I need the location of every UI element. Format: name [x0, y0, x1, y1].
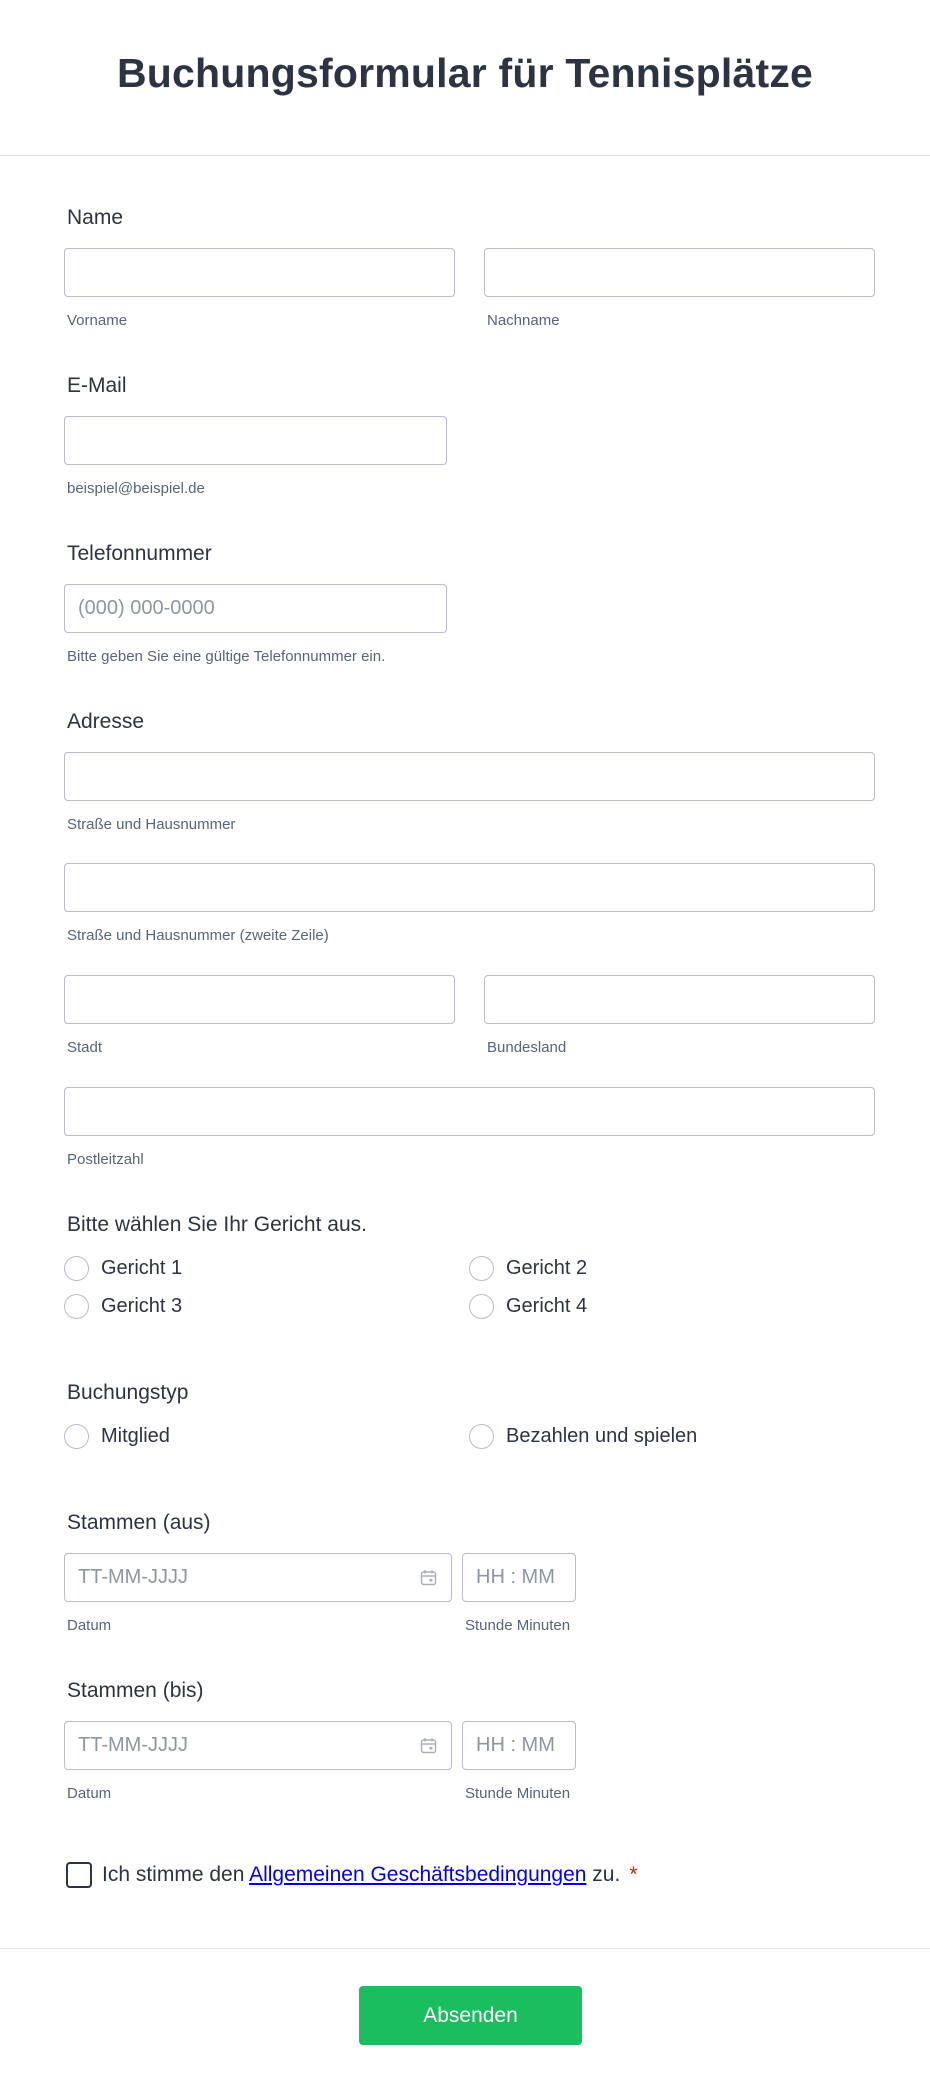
court-label: Bitte wählen Sie Ihr Gericht aus.: [67, 1213, 367, 1236]
radio-button[interactable]: [469, 1294, 494, 1319]
end-time-input[interactable]: [462, 1721, 576, 1770]
street1-input[interactable]: [64, 752, 875, 801]
start-label: Stammen (aus): [67, 1511, 211, 1534]
radio-button[interactable]: [469, 1424, 494, 1449]
required-mark: *: [629, 1863, 638, 1886]
city-input[interactable]: [64, 975, 455, 1024]
court-option-2[interactable]: [469, 1256, 587, 1281]
radio-button[interactable]: [469, 1256, 494, 1281]
phone-sublabel: Bitte geben Sie eine gültige Telefonnummer ein.: [67, 648, 386, 665]
state-sublabel: Bundesland: [487, 1039, 567, 1056]
radio-button[interactable]: [64, 1256, 89, 1281]
state-input[interactable]: [484, 975, 875, 1024]
radio-button[interactable]: [64, 1424, 89, 1449]
terms-suffix: zu.: [586, 1863, 621, 1886]
phone-placeholder: (000) 000-0000: [78, 597, 215, 619]
end-label: Stammen (bis): [67, 1679, 204, 1702]
start-time-input[interactable]: [462, 1553, 576, 1602]
court-option-label: Gericht 2: [506, 1257, 588, 1279]
street2-input[interactable]: [64, 863, 875, 912]
court-option-1[interactable]: [64, 1256, 182, 1281]
email-label: E-Mail: [67, 374, 127, 397]
last-name-sublabel: Nachname: [487, 312, 560, 329]
address-label: Adresse: [67, 710, 145, 733]
email-sublabel: beispiel@beispiel.de: [67, 480, 205, 497]
booking-type-option-label: Mitglied: [101, 1425, 170, 1447]
calendar-icon[interactable]: [420, 1737, 437, 1754]
court-option-label: Gericht 3: [101, 1295, 183, 1317]
city-sublabel: Stadt: [67, 1039, 103, 1056]
first-name-sublabel: Vorname: [67, 312, 128, 329]
terms-checkbox[interactable]: [66, 1862, 92, 1888]
zip-input[interactable]: [64, 1087, 875, 1136]
court-option-4[interactable]: [469, 1294, 587, 1319]
terms-prefix: Ich stimme den: [102, 1863, 250, 1886]
submit-button[interactable]: Absenden: [359, 1986, 582, 2045]
footer-divider: [0, 1948, 930, 1949]
name-label: Name: [67, 206, 124, 229]
page-title: Buchungsformular für Tennisplätze: [116, 50, 814, 96]
phone-input[interactable]: [64, 584, 447, 633]
terms-link[interactable]: Allgemeinen Geschäftsbedingungen: [249, 1863, 587, 1886]
end-date-input[interactable]: [64, 1721, 452, 1770]
street1-sublabel: Straße und Hausnummer: [67, 816, 236, 833]
booking-type-option-label: Bezahlen und spielen: [506, 1425, 698, 1447]
terms-text: [102, 1863, 620, 1887]
start-time-sublabel: Stunde Minuten: [465, 1617, 571, 1634]
form-header: [0, 0, 930, 156]
first-name-input[interactable]: [64, 248, 455, 297]
zip-sublabel: Postleitzahl: [67, 1151, 144, 1168]
start-date-input[interactable]: [64, 1553, 452, 1602]
email-input[interactable]: [64, 416, 447, 465]
radio-button[interactable]: [64, 1294, 89, 1319]
phone-label: Telefonnummer: [67, 542, 212, 565]
end-date-sublabel: Datum: [67, 1785, 112, 1802]
start-time-placeholder: HH : MM: [476, 1566, 555, 1588]
end-time-placeholder: HH : MM: [476, 1734, 555, 1756]
terms-row: [66, 1862, 638, 1888]
booking-type-pay-and-play[interactable]: [469, 1424, 697, 1449]
start-date-sublabel: Datum: [67, 1617, 112, 1634]
court-option-label: Gericht 4: [506, 1295, 588, 1317]
end-time-sublabel: Stunde Minuten: [465, 1785, 571, 1802]
end-date-placeholder: TT-MM-JJJJ: [78, 1734, 188, 1756]
street2-sublabel: Straße und Hausnummer (zweite Zeile): [67, 927, 329, 944]
court-option-label: Gericht 1: [101, 1257, 183, 1279]
booking-type-label: Buchungstyp: [67, 1381, 189, 1404]
last-name-input[interactable]: [484, 248, 875, 297]
court-option-3[interactable]: [64, 1294, 182, 1319]
start-date-placeholder: TT-MM-JJJJ: [78, 1566, 188, 1588]
calendar-icon[interactable]: [420, 1569, 437, 1586]
booking-type-member[interactable]: [64, 1424, 170, 1449]
